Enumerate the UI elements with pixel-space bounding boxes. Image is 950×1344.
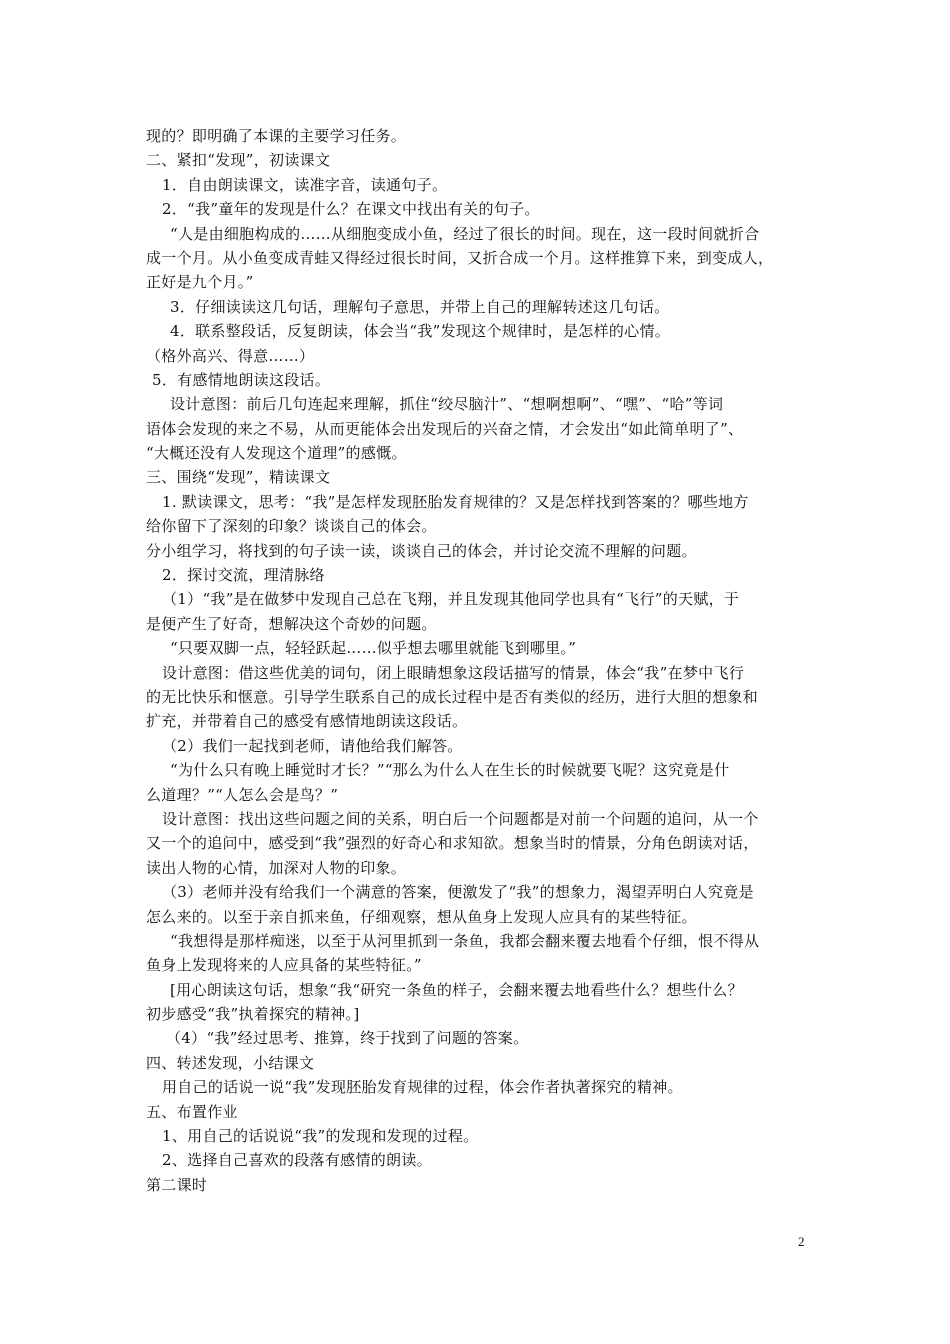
text-line: 2．探讨交流，理清脉络	[162, 566, 325, 585]
design-intent-line: 设计意图：前后几句连起来理解，抓住“绞尽脑汁”、“想啊想啊”、“嘿”、“哈”等词	[170, 395, 724, 414]
quote-line: 么道理？”“人怎么会是鸟？”	[146, 785, 339, 804]
section-heading: 三、围绕“发现”，精读课文	[146, 468, 331, 487]
text-line: 给你留下了深刻的印象？谈谈自己的体会。	[146, 517, 437, 536]
design-intent-line: 扩充，并带着自己的感受有感情地朗读这段话。	[146, 712, 468, 731]
text-line: 分小组学习，将找到的句子读一读，谈谈自己的体会，并讨论交流不理解的问题。	[146, 541, 697, 560]
text-line: （2）我们一起找到老师，请他给我们解答。	[162, 736, 463, 755]
quote-line: “只要双脚一点，轻轻跃起……似乎想去哪里就能飞到哪里。”	[170, 639, 577, 658]
text-line: （3）老师并没有给我们一个满意的答案，便激发了“我”的想象力，渴望弄明白人究竟是	[162, 883, 754, 902]
quote-line: 鱼身上发现将来的人应具备的某些特征。”	[146, 956, 422, 975]
text-line: 是便产生了好奇，想解决这个奇妙的问题。	[146, 614, 437, 633]
section-heading: 四、转述发现，小结课文	[146, 1053, 315, 1072]
text-line: 初步感受“我”执着探究的精神。]	[146, 1005, 360, 1024]
text-line: 怎么来的。以至于亲自抓来鱼，仔细观察，想从鱼身上发现人应具有的某些特征。	[146, 907, 697, 926]
text-line: 3．仔细读读这几句话，理解句子意思，并带上自己的理解转述这几句话。	[170, 297, 670, 316]
text-line: 4．联系整段话，反复朗读，体会当“我”发现这个规律时，是怎样的心情。	[170, 322, 671, 341]
document-body	[146, 124, 808, 1197]
text-line: （1）“我”是在做梦中发现自己总在飞翔，并且发现其他同学也具有“飞行”的天赋，于	[162, 590, 740, 609]
text-line: 用自己的话说一说“我”发现胚胎发育规律的过程，体会作者执著探究的精神。	[162, 1078, 683, 1097]
quote-line: 成一个月。从小鱼变成青蛙又得经过很长时间，又折合成一个月。这样推算下来，到变成人，	[146, 248, 774, 267]
text-line: 1、用自己的话说说“我”的发现和发现的过程。	[162, 1127, 479, 1146]
page-number: 2	[798, 1234, 805, 1249]
text-line: 5．有感情地朗读这段话。	[152, 370, 331, 389]
text-line: 2．“我”童年的发现是什么？在课文中找出有关的句子。	[162, 200, 540, 219]
text-line: 1. 默读课文，思考：“我”是怎样发现胚胎发育规律的？又是怎样找到答案的？哪些地方	[162, 492, 749, 511]
lesson-heading: 第二课时	[146, 1175, 208, 1194]
section-heading: 五、布置作业	[146, 1102, 238, 1121]
text-line: （4）“我”经过思考、推算，终于找到了问题的答案。	[166, 1029, 529, 1048]
design-intent-line: 语体会发现的来之不易，从而更能体会出发现后的兴奋之情，才会发出“如此简单明了”、	[146, 419, 744, 438]
quote-line: 正好是九个月。”	[146, 273, 254, 292]
quote-line: “人是由细胞构成的……从细胞变成小鱼，经过了很长的时间。现在，这一段时间就折合	[170, 224, 760, 243]
text-line: 1．自由朗读课文，读准字音，读通句子。	[162, 175, 448, 194]
section-heading: 二、紧扣“发现”，初读课文	[146, 151, 331, 170]
quote-line: “我想得是那样痴迷，以至于从河里抓到一条鱼，我都会翻来覆去地看个仔细，恨不得从	[170, 931, 760, 950]
design-intent-line: 设计意图：借这些优美的词句，闭上眼睛想象这段话描写的情景，体会“我”在梦中飞行	[162, 663, 745, 682]
design-intent-line: 设计意图：找出这些问题之间的关系，明白后一个问题都是对前一个问题的追问，从一个	[162, 809, 759, 828]
text-line: （格外高兴、得意……）	[146, 346, 315, 365]
design-intent-line: 又一个的追问中，感受到“我”强烈的好奇心和求知欲。想象当时的情景，分角色朗读对话，	[146, 834, 759, 853]
design-intent-line: 的无比快乐和惬意。引导学生联系自己的成长过程中是否有类似的经历，进行大胆的想象和	[146, 687, 759, 706]
design-intent-line: “大概还没有人发现这个道理”的感慨。	[146, 444, 407, 463]
quote-line: “为什么只有晚上睡觉时才长？”“那么为什么人在生长的时候就要飞呢？这究竟是什	[170, 761, 730, 780]
text-line: 现的？即明确了本课的主要学习任务。	[146, 127, 407, 145]
text-line: [用心朗读这句话，想象“我“研究一条鱼的样子，会翻来覆去地看些什么？想些什么？	[170, 980, 743, 999]
design-intent-line: 读出人物的心情，加深对人物的印象。	[146, 858, 407, 877]
text-line: 2、选择自己喜欢的段落有感情的朗读。	[162, 1151, 432, 1170]
